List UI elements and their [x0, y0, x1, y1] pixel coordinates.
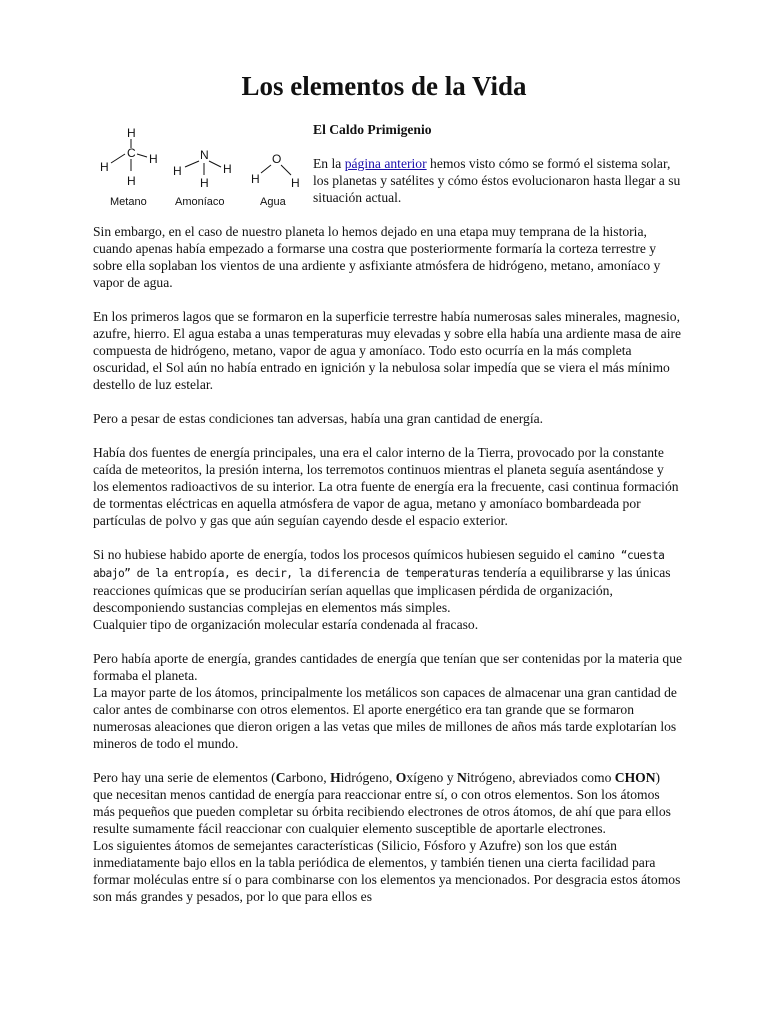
p7-text-0: Pero hay una serie de elementos ( — [93, 770, 276, 785]
paragraph-6-line-2: La mayor parte de los átomos, principalmente los metálicos son capaces de almacenar una gran cantidad de calor antes de combinarse con otros elementos. El aporte energético era tan grande que se formaron numerosas aleaciones que dieron origen a las vetas que miles de millones de años más tarde explotarían los mineros de todo el mundo. — [93, 685, 677, 751]
methane-h-right: H — [149, 152, 158, 166]
molecule-svg — [95, 123, 305, 213]
p7-chon: CHON — [614, 770, 656, 785]
paragraph-5 — [93, 546, 683, 633]
page-title: Los elementos de la Vida — [241, 71, 527, 101]
p7-nitrogen-rest: itrógeno, abreviados como — [466, 770, 615, 785]
ammonia-h-bottom: H — [200, 176, 209, 190]
ammonia-n: N — [200, 148, 209, 162]
intro-text-after: hemos visto cómo se formó el sistema solar, los planetas y satélites y cómo éstos evolucionaron hasta llegar a su situación actual. — [313, 156, 681, 205]
paragraph-6-line-1: Pero había aporte de energía, grandes cantidades de energía que tenían que ser contenidas por la materia que formaba el planeta. — [93, 651, 683, 683]
p7-carbon-initial: C — [275, 770, 286, 785]
p7-oxygen-initial: O — [395, 770, 407, 785]
p7-hydrogen-rest: idrógeno, — [340, 770, 396, 785]
intro-paragraph — [313, 155, 683, 206]
p7-carbon-rest: arbono, — [285, 770, 331, 785]
ammonia-h-left: H — [173, 164, 182, 178]
methane-h-top: H — [127, 126, 136, 140]
p7-oxygen-rest: xígeno y — [406, 770, 457, 785]
p7-hydrogen-initial: H — [330, 770, 341, 785]
water-label: Agua — [260, 196, 286, 208]
previous-page-link[interactable]: página anterior — [344, 156, 427, 171]
p7-nitrogen-initial: N — [456, 770, 467, 785]
p7-text-end: ) que necesitan menos cantidad de energía para reaccionar entre sí, o con otros elementos. Son los átomos más pequeños que pueden completar su órbita recibiendo electrones de otros átomos, de ahí que para ellos resulte sumamente fácil reaccionar con cualquier elemento susceptible de aportarle electrones. — [93, 770, 671, 836]
paragraph-6 — [93, 650, 683, 752]
methane-h-bottom: H — [127, 174, 136, 188]
methane-molecule — [100, 126, 158, 208]
water-h-left: H — [251, 172, 260, 186]
paragraph-5-start: Si no hubiese habido aporte de energía, todos los procesos químicos hubiesen seguido el — [93, 547, 578, 562]
methane-c: C — [127, 146, 136, 160]
methane-h-left: H — [100, 160, 109, 174]
methane-label: Metano — [110, 196, 147, 208]
intro-text-before: En la — [313, 156, 345, 171]
water-h-right: H — [291, 176, 300, 190]
water-molecule — [251, 152, 300, 208]
paragraph-7-line-2: Los siguientes átomos de semejantes características (Silicio, Fósforo y Azufre) son los que están inmediatamente bajo ellos en la tabla periódica de elementos, y también tienen una cierta facilidad para formar moléculas entre sí o para combinarse con los elementos ya mencionados. Por desgracia estos átomos son más grandes y pesados, por lo que para ellos es — [93, 838, 681, 904]
section-subtitle: El Caldo Primigenio — [313, 122, 432, 137]
ammonia-label: Amoníaco — [175, 196, 225, 208]
paragraph-4: Había dos fuentes de energía principales, una era el calor interno de la Tierra, provocado por la constante caída de meteoritos, la presión interna, los terremotos continuos mientras el planeta seguía asentándose y los elementos radioactivos de su interior. La otra fuente de energía era la frecuente, casi continua formación de tormentas eléctricas en aquella atmósfera de vapor de agua, metano y amoníaco bombardeada por partículas de polvo y gas que aún seguían cayendo desde el espacio exterior. — [93, 445, 679, 528]
molecule-diagram — [95, 123, 305, 213]
water-o: O — [272, 152, 282, 166]
paragraph-2: En los primeros lagos que se formaron en la superficie terrestre había numerosas sales minerales, magnesio, azufre, hierro. El agua estaba a unas temperaturas muy elevadas y sobre ella había una ardiente masa de aire compuesta de hidrógeno, metano, vapor de agua y amoníaco. Todo esto ocurría en la más completa oscuridad, el Sol aún no había entrado en ignición y la nebulosa solar impedía que se viera el más mínimo destello de luz estelar. — [93, 309, 682, 392]
paragraph-5-mono-text: camino “cuesta abajo” de la entropía, es decir, la diferencia de temperaturas — [93, 549, 665, 580]
ammonia-molecule — [173, 148, 232, 208]
paragraph-7 — [93, 769, 683, 905]
ammonia-h-right: H — [223, 162, 232, 176]
paragraph-5-end: tendería a equilibrarse y las únicas reacciones químicas que se producirían serían aquellas que implicasen pérdida de organización, descomponiendo sustancias complejas en elementos más simples. — [93, 565, 671, 615]
paragraph-5-line-2: Cualquier tipo de organización molecular estaría condenada al fracaso. — [93, 617, 479, 632]
paragraph-1: Sin embargo, en el caso de nuestro planeta lo hemos dejado en una etapa muy temprana de la historia, cuando apenas había empezado a formarse una costra que posteriormente formaría la corteza terrestre y sobre ella soplaban los vientos de una ardiente y asfixiante atmósfera de hidrógeno, metano, amoníaco y vapor de agua. — [93, 224, 661, 290]
paragraph-3: Pero a pesar de estas condiciones tan adversas, había una gran cantidad de energía. — [93, 411, 544, 426]
article-body — [93, 223, 683, 922]
